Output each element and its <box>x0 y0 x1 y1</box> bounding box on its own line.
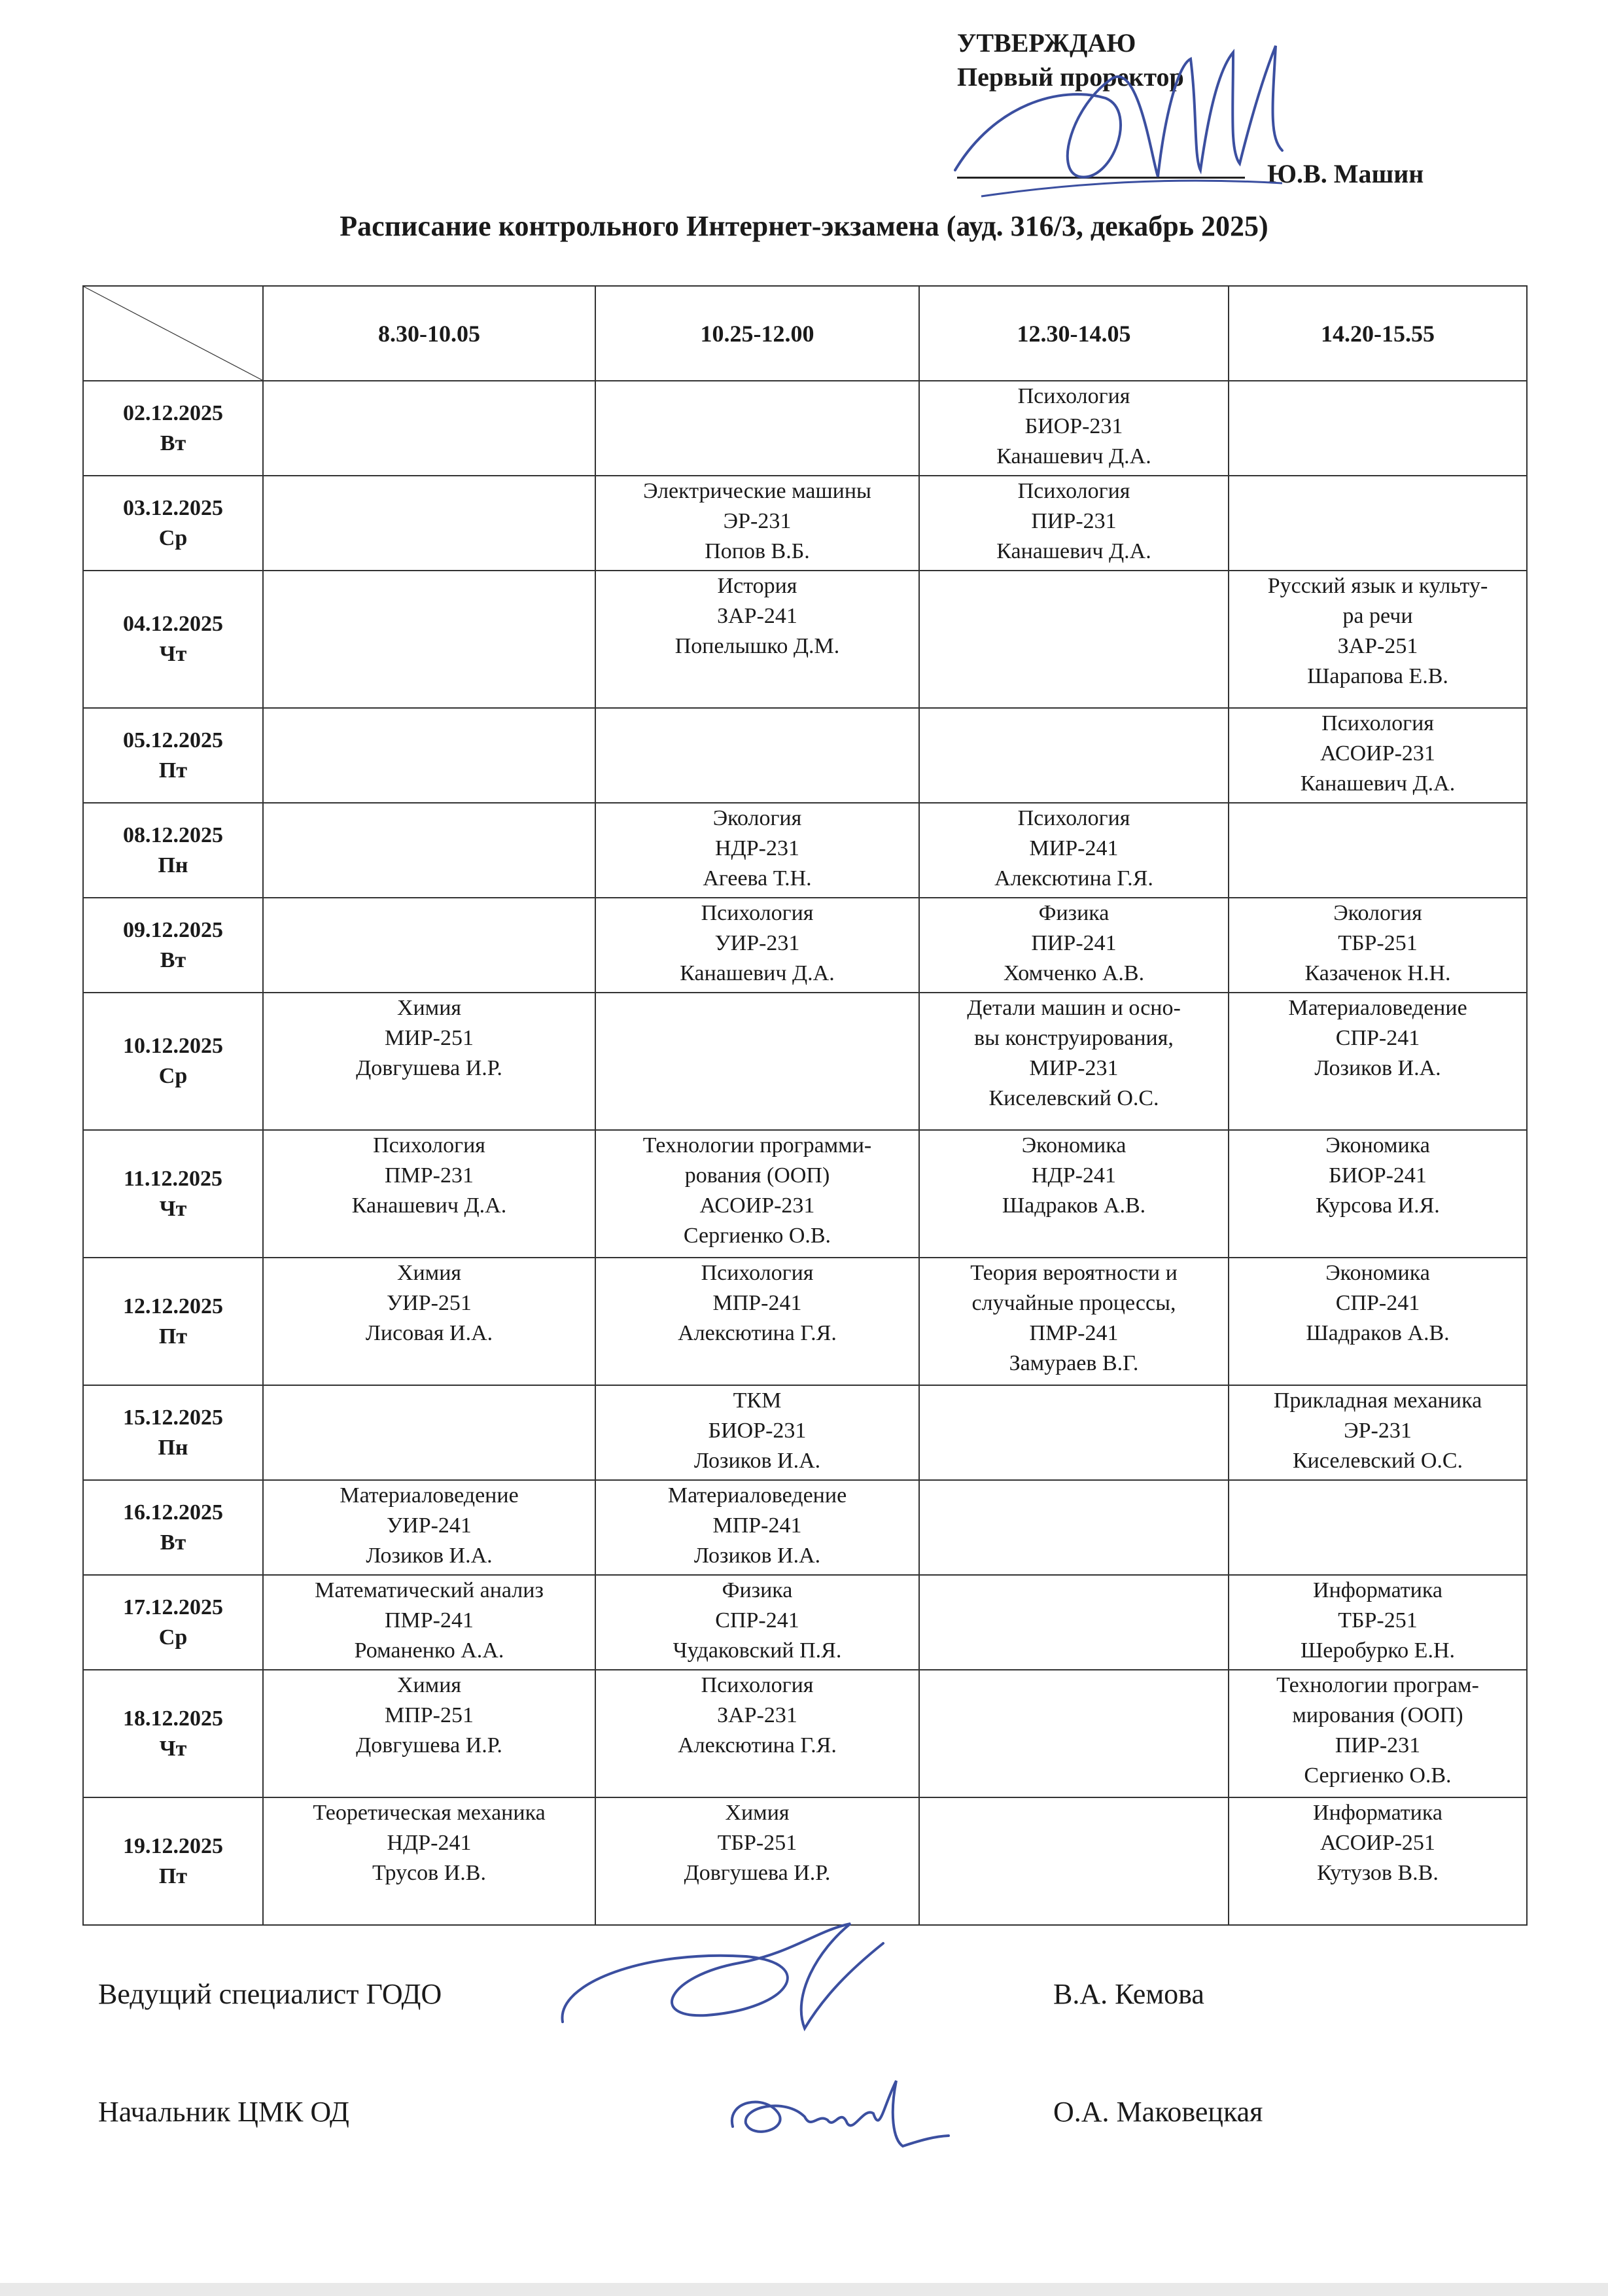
corner-cell <box>83 286 263 381</box>
exam-cell <box>263 1130 595 1258</box>
exam-line: Киселевский О.С. <box>988 1086 1159 1110</box>
exam-subject: Экология <box>712 806 802 830</box>
exam-subject: Детали машин и осно- <box>967 996 1181 1020</box>
exam-line: Шадраков А.В. <box>1002 1193 1146 1218</box>
exam-line: НДР-241 <box>1032 1163 1116 1188</box>
footer-role: Ведущий специалист ГОДО <box>98 1978 442 2010</box>
schedule-row <box>83 708 1527 803</box>
exam-line: Казаченок Н.Н. <box>1304 961 1451 985</box>
empty-cell <box>263 708 595 803</box>
exam-line: МИР-241 <box>1029 836 1119 860</box>
exam-line: Канашевич Д.А. <box>996 539 1151 563</box>
exam-line: Сергиенко О.В. <box>1304 1763 1452 1788</box>
exam-line: мирования (ООП) <box>1292 1703 1463 1727</box>
approval-title: УТВЕРЖДАЮ <box>957 28 1136 58</box>
exam-subject: Психология <box>1321 711 1434 735</box>
exam-cell <box>595 1670 919 1797</box>
exam-line: Хомченко А.В. <box>1003 961 1145 985</box>
exam-subject: Психология <box>701 901 814 925</box>
empty-cell <box>1229 476 1527 571</box>
exam-line: Попелышко Д.М. <box>674 634 840 658</box>
exam-line: БИОР-231 <box>1024 414 1123 438</box>
exam-cell <box>595 1130 919 1258</box>
weekday-text: Чт <box>159 642 187 666</box>
exam-cell <box>1229 571 1527 708</box>
date-cell <box>83 803 263 898</box>
exam-subject: Экономика <box>1325 1261 1430 1285</box>
exam-subject: Электрические машины <box>643 479 871 503</box>
date-text: 05.12.2025 <box>123 728 223 752</box>
exam-subject: Теоретическая механика <box>313 1801 546 1825</box>
exam-line: Канашевич Д.А. <box>996 444 1151 468</box>
schedule-row <box>83 1670 1527 1797</box>
exam-line: ПМР-241 <box>1029 1321 1119 1345</box>
exam-subject: Психология <box>373 1133 485 1157</box>
exam-subject: Психология <box>701 1673 814 1697</box>
exam-cell <box>919 993 1229 1130</box>
exam-line: Курсова И.Я. <box>1316 1193 1440 1218</box>
date-cell <box>83 1670 263 1797</box>
exam-line: Канашевич Д.А. <box>680 961 835 985</box>
exam-cell <box>919 381 1229 476</box>
schedule-body <box>83 381 1527 1925</box>
weekday-text: Пт <box>158 1324 188 1349</box>
exam-subject: Психология <box>1017 479 1130 503</box>
exam-cell <box>595 1797 919 1925</box>
schedule-row <box>83 1797 1527 1925</box>
exam-cell <box>919 803 1229 898</box>
empty-cell <box>595 381 919 476</box>
exam-line: НДР-231 <box>715 836 799 860</box>
exam-line: Довгушева И.Р. <box>356 1056 502 1080</box>
exam-line: Чудаковский П.Я. <box>673 1638 842 1663</box>
date-cell <box>83 993 263 1130</box>
exam-line: СПР-241 <box>715 1608 799 1633</box>
exam-line: ПИР-231 <box>1335 1733 1421 1757</box>
footer-name: О.А. Маковецкая <box>1053 2096 1263 2128</box>
exam-line: ЗАР-231 <box>717 1703 797 1727</box>
exam-subject: История <box>717 574 797 598</box>
empty-cell <box>595 708 919 803</box>
exam-line: Довгушева И.Р. <box>356 1733 502 1757</box>
empty-cell <box>919 1797 1229 1925</box>
exam-line: СПР-241 <box>1335 1026 1420 1050</box>
exam-line: Лозиков И.А. <box>693 1544 821 1568</box>
exam-line: ТБР-251 <box>1338 1608 1418 1633</box>
exam-line: МИР-231 <box>1029 1056 1119 1080</box>
empty-cell <box>1229 1480 1527 1575</box>
empty-cell <box>919 1480 1229 1575</box>
exam-line: Шеробурко Е.Н. <box>1300 1638 1455 1663</box>
exam-line: Романенко А.А. <box>354 1638 504 1663</box>
exam-cell <box>595 1258 919 1385</box>
weekday-text: Пт <box>158 758 188 783</box>
weekday-text: Вт <box>160 431 186 455</box>
empty-cell <box>1229 803 1527 898</box>
rector-signature <box>942 26 1308 222</box>
exam-cell <box>263 1575 595 1670</box>
exam-line: МПР-251 <box>384 1703 474 1727</box>
exam-cell <box>595 571 919 708</box>
exam-cell <box>919 476 1229 571</box>
exam-cell <box>919 1258 1229 1385</box>
exam-line: Алексютина Г.Я. <box>678 1321 837 1345</box>
exam-line: ПИР-241 <box>1031 931 1117 955</box>
empty-cell <box>263 803 595 898</box>
exam-cell <box>1229 1258 1527 1385</box>
schedule-row <box>83 571 1527 708</box>
exam-subject: Материаловедение <box>1288 996 1467 1020</box>
time-slot-header: 10.25-12.00 <box>595 286 919 381</box>
schedule-row <box>83 381 1527 476</box>
date-cell <box>83 381 263 476</box>
schedule-table <box>82 285 1528 1926</box>
weekday-text: Ср <box>158 1625 188 1650</box>
exam-cell <box>919 898 1229 993</box>
exam-line: Лозиков И.А. <box>693 1449 821 1473</box>
exam-cell <box>1229 1670 1527 1797</box>
exam-line: МПР-241 <box>712 1513 802 1538</box>
exam-cell <box>263 1670 595 1797</box>
time-slot-header: 8.30-10.05 <box>263 286 595 381</box>
weekday-text: Ср <box>158 525 188 550</box>
empty-cell <box>263 1385 595 1480</box>
weekday-text: Вт <box>160 1530 186 1555</box>
time-slot-header: 12.30-14.05 <box>919 286 1229 381</box>
schedule-row <box>83 803 1527 898</box>
exam-subject: Теория вероятности и <box>970 1261 1178 1285</box>
exam-cell <box>595 1385 919 1480</box>
exam-line: Киселевский О.С. <box>1292 1449 1463 1473</box>
exam-cell <box>595 1480 919 1575</box>
empty-cell <box>919 708 1229 803</box>
document-title: Расписание контрольного Интернет-экзамена (ауд. 316/3, декабрь 2025) <box>340 210 1268 242</box>
exam-line: АСОИР-231 <box>1320 741 1435 766</box>
date-text: 17.12.2025 <box>123 1595 223 1619</box>
exam-cell <box>919 1130 1229 1258</box>
date-text: 02.12.2025 <box>123 400 223 425</box>
exam-line: Лисовая И.А. <box>365 1321 493 1345</box>
exam-line: рования (ООП) <box>684 1163 830 1188</box>
schedule-row <box>83 1130 1527 1258</box>
date-text: 18.12.2025 <box>123 1706 223 1731</box>
exam-line: БИОР-241 <box>1329 1163 1427 1188</box>
date-text: 16.12.2025 <box>123 1500 223 1525</box>
schedule-row <box>83 898 1527 993</box>
exam-subject: Прикладная механика <box>1273 1388 1482 1413</box>
empty-cell <box>263 381 595 476</box>
scan-edge <box>0 2283 1608 2296</box>
exam-cell <box>595 476 919 571</box>
date-cell <box>83 1130 263 1258</box>
weekday-text: Пн <box>158 853 188 877</box>
schedule-row <box>83 993 1527 1130</box>
exam-subject: Экономика <box>1021 1133 1127 1157</box>
date-text: 15.12.2025 <box>123 1405 223 1430</box>
exam-line: Канашевич Д.А. <box>351 1193 507 1218</box>
time-slot-header: 14.20-15.55 <box>1229 286 1527 381</box>
exam-subject: Экология <box>1333 901 1422 925</box>
schedule-row <box>83 1385 1527 1480</box>
exam-cell <box>263 1480 595 1575</box>
exam-line: УИР-251 <box>387 1291 472 1315</box>
exam-line: ПИР-231 <box>1031 509 1117 533</box>
date-text: 11.12.2025 <box>123 1166 223 1191</box>
lead-specialist-signature <box>543 1911 909 2061</box>
empty-cell <box>263 571 595 708</box>
exam-line: Сергиенко О.В. <box>683 1224 831 1248</box>
date-cell <box>83 476 263 571</box>
exam-subject: Информатика <box>1313 1801 1442 1825</box>
date-cell <box>83 1797 263 1925</box>
exam-line: УИР-241 <box>387 1513 472 1538</box>
date-cell <box>83 708 263 803</box>
exam-line: Кутузов В.В. <box>1317 1861 1439 1885</box>
exam-subject: Психология <box>701 1261 814 1285</box>
exam-line: ТБР-251 <box>717 1831 797 1855</box>
exam-cell <box>1229 898 1527 993</box>
exam-line: МИР-251 <box>384 1026 474 1050</box>
date-cell <box>83 571 263 708</box>
exam-cell <box>1229 993 1527 1130</box>
exam-line: Попов В.Б. <box>705 539 810 563</box>
exam-line: Довгушева И.Р. <box>684 1861 831 1885</box>
exam-cell <box>1229 1575 1527 1670</box>
weekday-text: Пн <box>158 1435 188 1460</box>
schedule-row <box>83 1258 1527 1385</box>
date-text: 19.12.2025 <box>123 1833 223 1858</box>
exam-line: Канашевич Д.А. <box>1300 771 1456 796</box>
empty-cell <box>919 571 1229 708</box>
date-cell <box>83 898 263 993</box>
exam-line: МПР-241 <box>712 1291 802 1315</box>
exam-subject: Психология <box>1017 806 1130 830</box>
exam-cell <box>595 1575 919 1670</box>
exam-cell <box>1229 1797 1527 1925</box>
approval-signer: Ю.В. Машин <box>1267 159 1424 188</box>
exam-line: БИОР-231 <box>708 1419 807 1443</box>
date-text: 09.12.2025 <box>123 917 223 942</box>
date-text: 08.12.2025 <box>123 822 223 847</box>
exam-subject: Физика <box>722 1578 793 1602</box>
empty-cell <box>263 898 595 993</box>
weekday-text: Вт <box>160 947 186 972</box>
exam-line: ЗАР-241 <box>717 604 797 628</box>
header-row <box>83 286 1527 381</box>
exam-cell <box>263 993 595 1130</box>
weekday-text: Чт <box>159 1736 187 1761</box>
exam-cell <box>1229 708 1527 803</box>
weekday-text: Пт <box>158 1863 188 1888</box>
empty-cell <box>1229 381 1527 476</box>
exam-subject: Информатика <box>1313 1578 1442 1602</box>
exam-subject: Психология <box>1017 384 1130 408</box>
exam-line: ра речи <box>1342 604 1413 628</box>
exam-subject: Экономика <box>1325 1133 1430 1157</box>
weekday-text: Чт <box>159 1196 187 1221</box>
date-text: 10.12.2025 <box>123 1034 223 1058</box>
exam-line: ЭР-231 <box>723 509 792 533</box>
exam-subject: Математический анализ <box>315 1578 544 1602</box>
exam-subject: ТКМ <box>733 1388 782 1413</box>
exam-subject: Химия <box>396 1673 462 1697</box>
exam-line: ЗАР-251 <box>1337 634 1418 658</box>
exam-line: ЭР-231 <box>1344 1419 1412 1443</box>
exam-line: ПМР-231 <box>384 1163 474 1188</box>
date-text: 03.12.2025 <box>123 495 223 520</box>
exam-line: Алексютина Г.Я. <box>994 866 1153 891</box>
exam-line: АСОИР-231 <box>699 1193 815 1218</box>
date-cell <box>83 1480 263 1575</box>
exam-line: СПР-241 <box>1335 1291 1420 1315</box>
exam-line: Замураев В.Г. <box>1009 1351 1139 1375</box>
exam-cell <box>595 803 919 898</box>
exam-cell <box>595 898 919 993</box>
footer-role: Начальник ЦМК ОД <box>98 2096 349 2128</box>
exam-subject: Технологии програм- <box>1276 1673 1479 1697</box>
date-cell <box>83 1575 263 1670</box>
exam-line: ТБР-251 <box>1338 931 1418 955</box>
empty-cell <box>595 993 919 1130</box>
exam-line: случайные процессы, <box>971 1291 1176 1315</box>
schedule-row <box>83 1480 1527 1575</box>
date-text: 12.12.2025 <box>123 1294 223 1318</box>
exam-line: НДР-241 <box>387 1831 472 1855</box>
exam-cell <box>1229 1385 1527 1480</box>
head-signature <box>707 2068 955 2166</box>
exam-line: Шадраков А.В. <box>1306 1321 1450 1345</box>
exam-line: Шарапова Е.В. <box>1307 664 1448 688</box>
empty-cell <box>919 1575 1229 1670</box>
exam-line: Трусов И.В. <box>372 1861 486 1885</box>
empty-cell <box>919 1670 1229 1797</box>
exam-cell <box>263 1797 595 1925</box>
date-cell <box>83 1258 263 1385</box>
exam-line: Агеева Т.Н. <box>703 866 812 891</box>
exam-subject: Физика <box>1038 901 1110 925</box>
exam-line: Лозиков И.А. <box>366 1544 493 1568</box>
date-text: 04.12.2025 <box>123 612 223 636</box>
exam-subject: Технологии программи- <box>642 1133 872 1157</box>
exam-line: ПМР-241 <box>384 1608 474 1633</box>
exam-subject: Химия <box>725 1801 790 1825</box>
exam-line: Алексютина Г.Я. <box>678 1733 837 1757</box>
approval-position: Первый проректор <box>957 62 1184 92</box>
schedule-row <box>83 476 1527 571</box>
exam-subject: Материаловедение <box>667 1483 847 1508</box>
date-cell <box>83 1385 263 1480</box>
exam-line: вы конструирования, <box>974 1026 1174 1050</box>
empty-cell <box>263 476 595 571</box>
empty-cell <box>919 1385 1229 1480</box>
exam-line: АСОИР-251 <box>1320 1831 1435 1855</box>
exam-subject: Русский язык и культу- <box>1267 574 1488 598</box>
exam-cell <box>1229 1130 1527 1258</box>
exam-subject: Химия <box>396 1261 462 1285</box>
weekday-text: Ср <box>158 1064 188 1088</box>
exam-subject: Химия <box>396 996 462 1020</box>
exam-line: Лозиков И.А. <box>1314 1056 1441 1080</box>
exam-cell <box>263 1258 595 1385</box>
exam-subject: Материаловедение <box>340 1483 519 1508</box>
exam-line: УИР-231 <box>714 931 800 955</box>
schedule-row <box>83 1575 1527 1670</box>
footer-name: В.А. Кемова <box>1053 1978 1204 2010</box>
